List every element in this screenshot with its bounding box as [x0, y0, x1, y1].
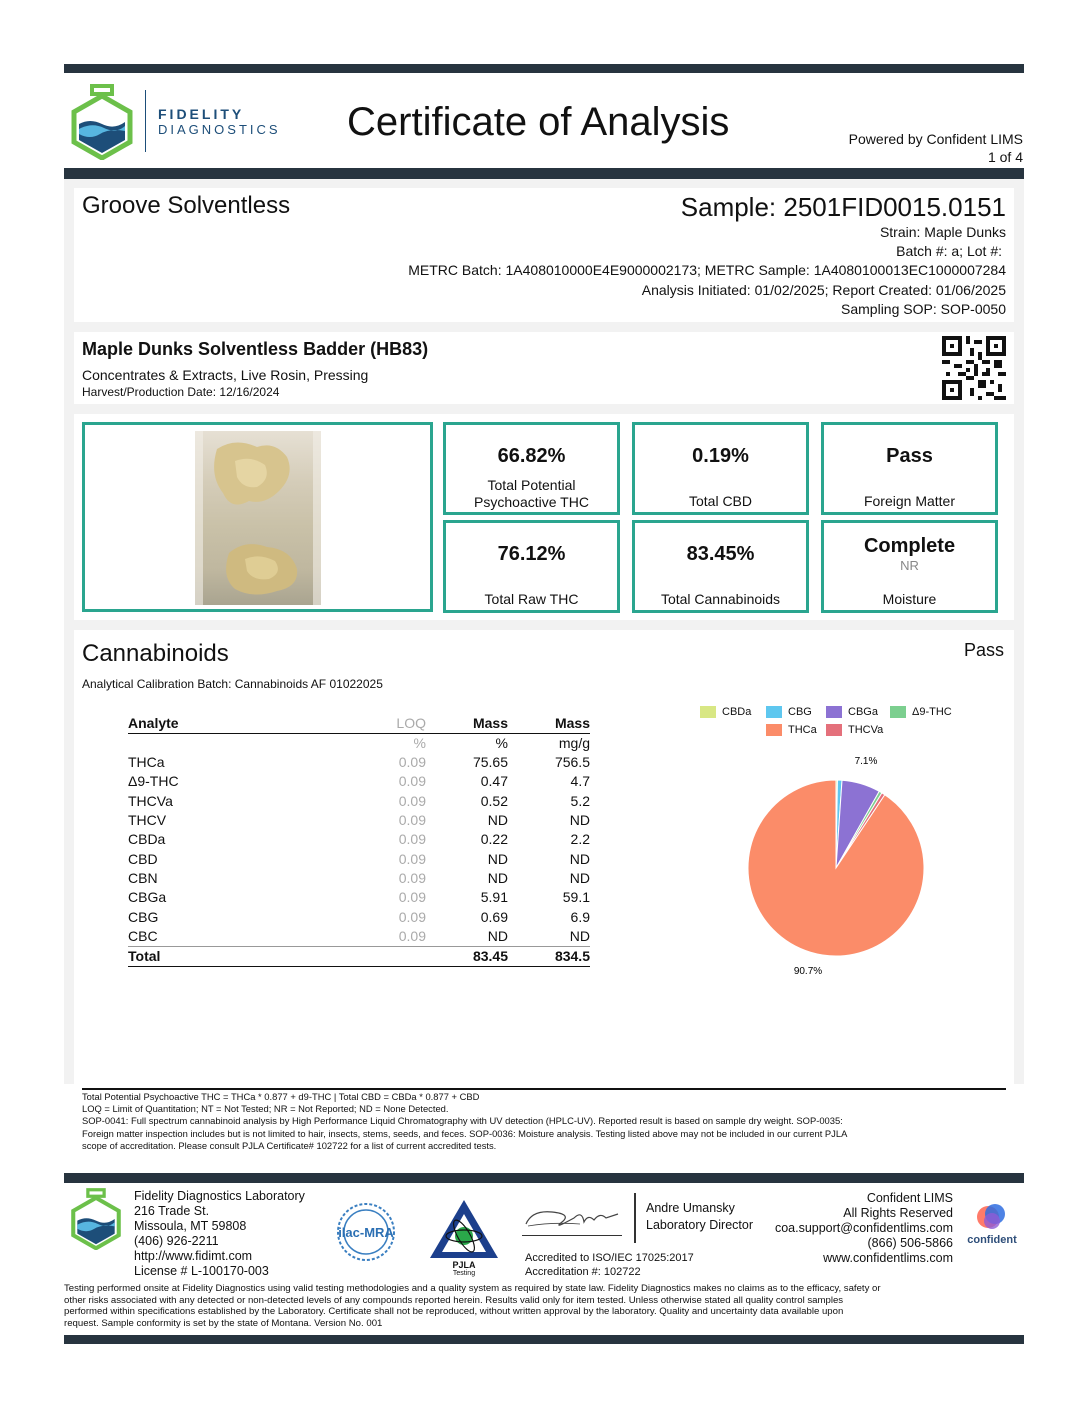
- loq-cell: 0.09: [398, 831, 426, 848]
- accreditation-iso: Accredited to ISO/IEC 17025:2017: [525, 1252, 694, 1264]
- legend-item: [700, 706, 751, 718]
- confident-logo-text: confident: [967, 1234, 1017, 1246]
- client-name: Groove Solventless: [82, 192, 291, 219]
- mass-mgg-cell: 2.2: [570, 831, 590, 848]
- table-row: [128, 830, 590, 849]
- header-bottom-bar: [64, 168, 1024, 179]
- pie-slice-thca: [748, 780, 924, 956]
- table-header-row: [128, 714, 590, 734]
- client-panel: [74, 188, 1014, 322]
- table-row: [128, 811, 590, 830]
- analysis-dates: Analysis Initiated: 01/02/2025; Report Created: 01/06/2025: [641, 282, 1006, 298]
- sample-id: Sample: 2501FID0015.0151: [680, 192, 1006, 222]
- disclaimer: [64, 1283, 1024, 1329]
- analyte-cell: THCa: [128, 754, 165, 771]
- table-row: [128, 907, 590, 926]
- loq-cell: 0.09: [398, 869, 426, 886]
- legend-label: CBDa: [722, 706, 752, 718]
- page-title: Certificate of Analysis: [347, 100, 730, 144]
- batch-lot: Batch #: a; Lot #:: [896, 243, 1002, 259]
- disclaimer-line: other risks associated with any detected or non-detected levels of any compounds reported herein. Results valid only for item tested. Unless otherwise stated all quality control samples: [64, 1294, 844, 1306]
- table-row: [128, 753, 590, 772]
- kpi-total-potential-thc: [443, 422, 620, 515]
- fidelity-logo: [70, 84, 134, 160]
- mass-pct-cell: 0.52: [480, 792, 508, 809]
- confident-line: coa.support@confidentlims.com: [774, 1221, 953, 1235]
- disclaimer-line: Testing performed onsite at Fidelity Diagnostics using valid testing methodologies and a quality system as required by state law. Fidelity Diagnostics makes no claims as to the efficacy, safety or: [64, 1283, 881, 1294]
- unit-cell: [128, 734, 288, 754]
- total-cell: 83.45: [426, 946, 508, 966]
- kpi-label: Total Raw THC: [484, 591, 579, 607]
- lab-line: http://www.fidimt.com: [134, 1249, 253, 1263]
- product-category: Concentrates & Extracts, Live Rosin, Pressing: [82, 367, 369, 383]
- kpi-label: Foreign Matter: [863, 493, 956, 509]
- loq-cell: 0.09: [398, 812, 426, 829]
- logo-divider: [145, 90, 146, 152]
- lab-line: Fidelity Diagnostics Laboratory: [134, 1189, 305, 1203]
- legend-label: THCVa: [848, 724, 884, 736]
- kpi-moisture: [821, 520, 998, 613]
- page-number: 1 of 4: [987, 149, 1023, 165]
- table-row: [128, 869, 590, 888]
- kpi-value: 83.45%: [686, 543, 755, 565]
- total-cell: Total: [128, 946, 288, 966]
- kpi-label: Total CBD: [688, 493, 753, 509]
- kpi-value: 76.12%: [497, 543, 566, 565]
- accreditation-number: Accreditation #: 102722: [525, 1266, 641, 1278]
- pjla-text: PJLA: [452, 1260, 476, 1270]
- mass-mgg-cell: 4.7: [570, 773, 590, 790]
- loq-cell: 0.09: [398, 773, 426, 790]
- kpi-foreign-matter: [821, 422, 998, 515]
- table-row: [128, 888, 590, 907]
- legend-label: CBG: [788, 706, 812, 718]
- legend-item: [826, 724, 883, 736]
- mass-pct-cell: 0.22: [480, 831, 508, 848]
- analyte-cell: THCVa: [128, 792, 173, 809]
- mass-pct-cell: 0.69: [480, 908, 508, 925]
- mass-mgg-cell: 6.9: [570, 908, 590, 925]
- loq-cell: 0.09: [398, 927, 426, 944]
- sample-photo-frame: [82, 422, 433, 612]
- disclaimer-line: request. Sample conformity is set by the state of Montana. Version No. 001: [64, 1317, 383, 1329]
- lab-line: (406) 926-2211: [134, 1234, 219, 1248]
- unit-cell: %: [495, 735, 508, 751]
- director-title: Laboratory Director: [646, 1218, 753, 1232]
- legend-label: Δ9-THC: [912, 706, 952, 718]
- confident-logo: [962, 1200, 1022, 1252]
- metrc-info: METRC Batch: 1A408010000E4E9000002173; METRC Sample: 1A4080100013EC1000007284: [408, 262, 1006, 278]
- mass-mgg-cell: 59.1: [562, 889, 590, 906]
- mass-pct-cell: ND: [487, 850, 508, 867]
- loq-cell: 0.09: [398, 908, 426, 925]
- powered-by: Powered by Confident LIMS: [848, 131, 1023, 147]
- pjla-logo: [426, 1196, 502, 1278]
- units-row: [128, 734, 590, 754]
- mass-mgg-cell: ND: [569, 869, 590, 886]
- product-panel: [74, 332, 1014, 404]
- table-row: [128, 772, 590, 791]
- analyte-cell: CBG: [128, 908, 159, 925]
- mass-mgg-cell: ND: [569, 850, 590, 867]
- loq-cell: 0.09: [398, 792, 426, 809]
- kpi-value: 66.82%: [497, 445, 566, 467]
- kpi-value: 0.19%: [692, 445, 749, 467]
- kpi-value: Complete: [863, 535, 956, 557]
- mass-pct-cell: 5.91: [480, 889, 508, 906]
- signature-line: [522, 1235, 622, 1236]
- director-name: Andre Umansky: [646, 1201, 735, 1215]
- note-line: LOQ = Limit of Quantitation; NT = Not Tested; NR = Not Reported; ND = None Detected.: [82, 1103, 449, 1115]
- confident-line: All Rights Reserved: [843, 1206, 953, 1220]
- analyte-cell: THCV: [128, 812, 167, 829]
- col-mass-pct: Mass: [426, 714, 508, 734]
- footer-top-bar: [64, 1173, 1024, 1183]
- legend-swatch: [766, 724, 782, 736]
- mass-pct-cell: 75.65: [472, 754, 508, 771]
- confident-line: www.confidentlims.com: [823, 1251, 953, 1265]
- legend-swatch: [826, 706, 842, 718]
- legend-swatch: [826, 724, 842, 736]
- mass-pct-cell: ND: [487, 927, 508, 944]
- legend-item: [766, 724, 817, 736]
- loq-cell: 0.09: [398, 889, 426, 906]
- loq-cell: 0.09: [398, 754, 426, 771]
- mass-pct-cell: ND: [487, 812, 508, 829]
- col-analyte: Analyte: [128, 714, 288, 734]
- legend-label: THCa: [788, 724, 817, 736]
- table-row: [128, 849, 590, 868]
- harvest-date: Harvest/Production Date: 12/16/2024: [82, 385, 280, 399]
- cannabinoids-table: [128, 714, 590, 967]
- analyte-cell: CBDa: [128, 831, 166, 848]
- kpi-total-raw-thc: [443, 520, 620, 613]
- pjla-subtext: Testing: [452, 1270, 476, 1277]
- legend-item: [826, 706, 878, 718]
- note-line: Total Potential Psychoactive THC = THCa * 0.877 + d9-THC | Total CBD = CBDa * 0.877 + CBD: [82, 1091, 480, 1102]
- analyte-cell: CBD: [128, 850, 158, 867]
- strain: Strain: Maple Dunks: [879, 224, 1006, 240]
- legend-item: [766, 706, 812, 718]
- legend-swatch: [890, 706, 906, 718]
- cannabinoids-status: Pass: [963, 640, 1004, 660]
- confident-line: Confident LIMS: [866, 1191, 953, 1205]
- kpi-total-cbd: [632, 422, 809, 515]
- summary-panel: [74, 414, 1014, 620]
- legend-label: CBGa: [848, 706, 878, 718]
- mass-mgg-cell: 5.2: [570, 792, 590, 809]
- cannabinoids-title: Cannabinoids: [82, 640, 229, 667]
- calibration-batch: Analytical Calibration Batch: Cannabinoids AF 01022025: [82, 677, 383, 691]
- footer-bottom-bar: [64, 1335, 1024, 1344]
- product-name: Maple Dunks Solventless Badder (HB83): [82, 339, 429, 359]
- analyte-cell: CBN: [128, 869, 158, 886]
- total-row: [128, 946, 590, 966]
- lab-address: [134, 1189, 305, 1279]
- lab-line: 216 Trade St.: [134, 1204, 210, 1218]
- notes-rule: [82, 1088, 1006, 1090]
- confident-line: (866) 506-5866: [867, 1236, 953, 1250]
- mass-mgg-cell: ND: [569, 927, 590, 944]
- signature-divider: [634, 1193, 636, 1243]
- brand-line2: DIAGNOSTICS: [158, 122, 281, 137]
- kpi-total-cannabinoids: [632, 520, 809, 613]
- mass-mgg-cell: ND: [569, 812, 590, 829]
- kpi-label: Total Cannabinoids: [660, 591, 781, 607]
- table-row: [128, 927, 590, 947]
- pie-data-label: 7.1%: [854, 756, 878, 767]
- mass-pct-cell: 0.47: [480, 773, 508, 790]
- analyte-cell: Δ9-THC: [128, 773, 179, 790]
- kpi-label-line2: Psychoactive THC: [474, 494, 589, 510]
- disclaimer-line: performed within specifications established by the Laboratory. Certificate shall not be reproduced, without written approval by the laboratory. Quality and uncertainty data available upon: [64, 1306, 844, 1317]
- notes-block: [82, 1091, 1007, 1152]
- pie-legend: [700, 706, 980, 746]
- sample-photo: [195, 431, 321, 605]
- ilac-mra-text: ilac-MRA: [338, 1225, 394, 1240]
- brand-line1: FIDELITY: [158, 106, 245, 122]
- analyte-cell: CBGa: [128, 889, 167, 906]
- pie-data-label: 90.7%: [793, 966, 823, 977]
- sampling-sop: Sampling SOP: SOP-0050: [841, 301, 1006, 317]
- total-cell: [288, 946, 426, 966]
- table-row: [128, 792, 590, 811]
- qr-code-icon[interactable]: [942, 336, 1006, 400]
- legend-swatch: [766, 706, 782, 718]
- legend-item: [890, 706, 952, 718]
- total-cell: 834.5: [508, 946, 590, 966]
- kpi-label-line1: Total Potential: [487, 477, 576, 493]
- director-signature: [522, 1196, 622, 1236]
- confident-contact: [775, 1191, 953, 1266]
- mass-mgg-cell: 756.5: [554, 754, 590, 771]
- kpi-sub-value: NR: [900, 558, 919, 573]
- ilac-mra-logo: [328, 1201, 404, 1263]
- note-line: SOP-0041: Full spectrum cannabinoid analysis by High Performance Liquid Chromatography with UV detection (HPLC-UV). Reported result is based on sample dry weight. SOP-0035:: [82, 1115, 843, 1127]
- cannabinoid-pie-chart: [730, 750, 950, 990]
- mass-pct-cell: ND: [487, 869, 508, 886]
- analyte-cell: CBC: [128, 927, 158, 944]
- kpi-label: Moisture: [882, 591, 937, 607]
- top-bar: [64, 64, 1024, 73]
- unit-cell: %: [413, 735, 426, 751]
- lab-line: License # L-100170-003: [134, 1264, 269, 1278]
- note-line: scope of accreditation. Please consult PJLA Certificate# 102722 for a list of current accredited tests.: [82, 1139, 497, 1151]
- legend-swatch: [700, 706, 716, 718]
- col-loq: LOQ: [288, 714, 426, 734]
- unit-cell: mg/g: [558, 735, 590, 751]
- note-line: Foreign matter inspection includes but is not limited to hair, insects, stems, seeds, and feces. SOP-0036: Moisture analysis. Testing listed above may not be included in our current PJLA: [82, 1127, 848, 1139]
- kpi-value: Pass: [886, 445, 933, 467]
- loq-cell: 0.09: [398, 850, 426, 867]
- col-mass-mgg: Mass: [508, 714, 590, 734]
- lab-line: Missoula, MT 59808: [134, 1219, 247, 1233]
- footer-fidelity-logo: [70, 1188, 122, 1250]
